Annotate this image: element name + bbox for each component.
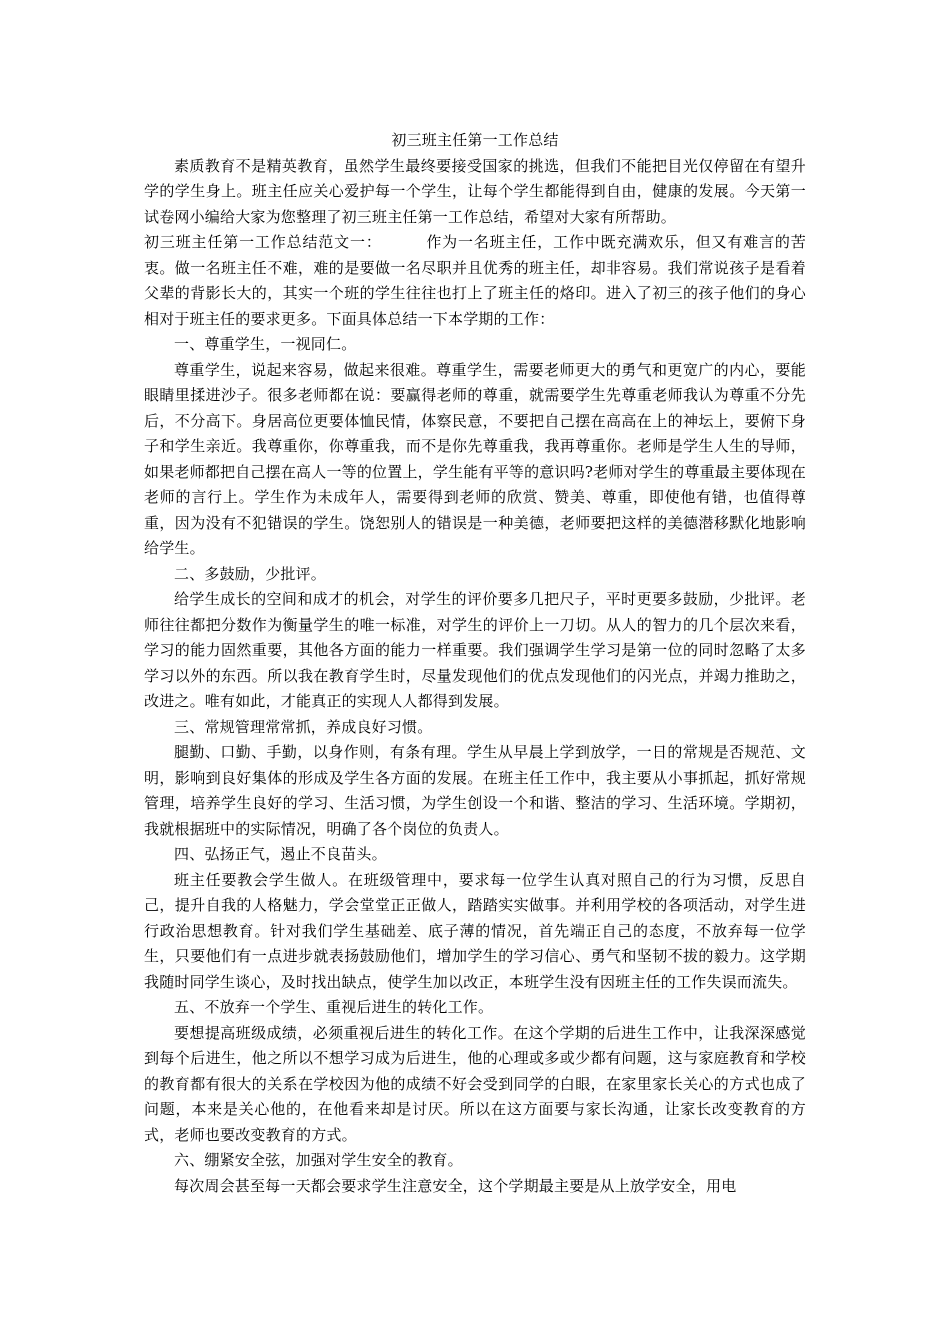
section-heading-3: 三、常规管理常常抓，养成良好习惯。 <box>174 717 433 736</box>
sample-label: 初三班主任第一工作总结范文一： <box>144 233 382 251</box>
section-heading-2: 二、多鼓励，少批评。 <box>174 564 327 583</box>
section-heading-5: 五、不放弃一个学生、重视后进生的转化工作。 <box>174 998 494 1016</box>
section-body-3: 腿勤、口勤、手勤，以身作则，有条有理。学生从早晨上学到放学，一日的常规是否规范、文明，影响到良好集体的形成及学生各方面的发展。在班主任工作中，我主要从小事抓起，抓好常规管理，培养学生良好的学习、生活习惯，为学生创设一个和谐、整洁的学习、生活环境。学期初，我就根据班中的实际情况，明确了各个岗位的负责人。 <box>144 743 806 838</box>
section-body-5: 要想提高班级成绩，必须重视后进生的转化工作。在这个学期的后进生工作中，让我深深感觉到每个后进生，他之所以不想学习成为后进生，他的心理或多或少都有问题，这与家庭教育和学校的教育都有很大的关系在学校因为他的成绩不好会受到同学的白眼，在家里家长关心的方式也成了问题，本来是关心他的，在他看来却是讨厌。所以在这方面要与家长沟通，让家长改变教育的方式，老师也要改变教育的方式。 <box>144 1023 806 1144</box>
section-body-6: 每次周会甚至每一天都会要求学生注意安全，这个学期最主要是从上放学安全，用电 <box>174 1176 737 1195</box>
section-heading-6: 六、绷紧安全弦，加强对学生安全的教育。 <box>174 1151 463 1169</box>
sample-opening: 作为一名班主任，工作中既充满欢乐，但又有难言的苦衷。做一名班主任不难，难的是要做一名尽职并且优秀的班主任，却非容易。我们常说孩子是看着父辈的背影长大的，其实一个班的学生往往也打上了班主任的烙印。进入了初三的孩子他们的身心相对于班主任的要求更多。下面具体总结一下本学期的工作： <box>144 233 806 328</box>
section-heading-1: 一、尊重学生，一视同仁。 <box>174 335 357 353</box>
section-body-1: 尊重学生，说起来容易，做起来很难。尊重学生，需要老师更大的勇气和更宽广的内心，要能眼睛里揉进沙子。很多老师都在说：要赢得老师的尊重，就需要学生先尊重老师我认为尊重不分先后，不分高下。身居高位更要体恤民情，体察民意，不要把自己摆在高高在上的神坛上，要俯下身子和学生亲近。我尊重你，你尊重我，而不是你先尊重我，我再尊重你。老师是学生人生的导师，如果老师都把自己摆在高人一等的位置上，学生能有平等的意识吗?老师对学生的尊重最主要体现在老师的言行上。学生作为未成年人，需要得到老师的欣赏、赞美、尊重，即使他有错，也值得尊重，因为没有不犯错误的学生。饶恕别人的错误是一种美德，老师要把这样的美德潜移默化地影响给学生。 <box>144 360 806 557</box>
document-body <box>144 128 806 1199</box>
sample-paragraph <box>144 230 806 332</box>
intro-paragraph: 素质教育不是精英教育，虽然学生最终要接受国家的挑选，但我们不能把目光仅停留在有望升学的学生身上。班主任应关心爱护每一个学生，让每个学生都能得到自由，健康的发展。今天第一试卷网小编给大家为您整理了初三班主任第一工作总结，希望对大家有所帮助。 <box>144 156 806 226</box>
document-title: 初三班主任第一工作总结 <box>391 131 559 149</box>
section-body-4: 班主任要教会学生做人。在班级管理中，要求每一位学生认真对照自己的行为习惯，反思自己，提升自我的人格魅力，学会堂堂正正做人，踏踏实实做事。并利用学校的各项活动，对学生进行政治思想教育。针对我们学生基础差、底子薄的情况，首先端正自己的态度，不放弃每一位学生，只要他们有一点进步就表扬鼓励他们，增加学生的学习信心、勇气和坚韧不拔的毅力。这学期我随时同学生谈心，及时找出缺点，使学生加以改正，本班学生没有因班主任的工作失误而流失。 <box>144 870 806 991</box>
section-body-2: 给学生成长的空间和成才的机会，对学生的评价要多几把尺子，平时更要多鼓励，少批评。老师往往都把分数作为衡量学生的唯一标准，对学生的评价上一刀切。从人的智力的几个层次来看，学习的能力固然重要，其他各方面的能力一样重要。我们强调学生学习是第一位的同时忽略了太多学习以外的东西。所以我在教育学生时，尽量发现他们的优点发现他们的闪光点，并竭力推助之，改进之。唯有如此，才能真正的实现人人都得到发展。 <box>144 590 806 710</box>
section-heading-4: 四、弘扬正气，遏止不良苗头。 <box>174 845 387 863</box>
